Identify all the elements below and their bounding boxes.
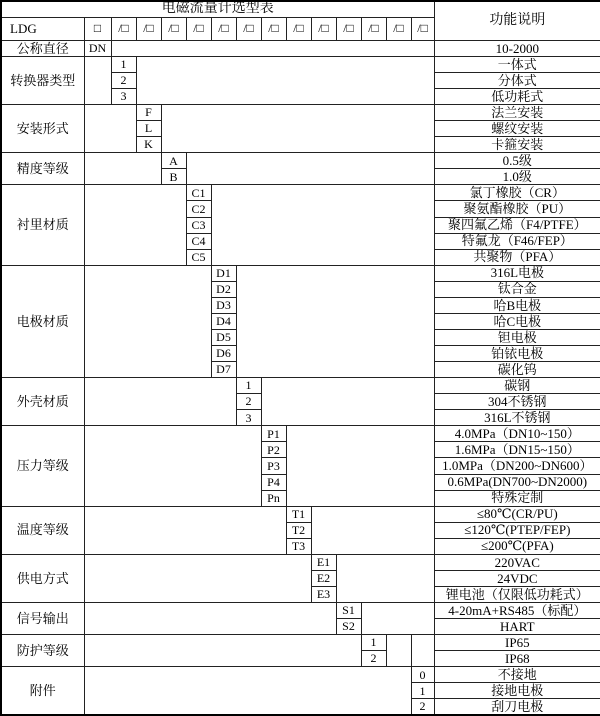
function-cell: 钽电极	[434, 329, 600, 345]
table-row	[1, 426, 600, 442]
function-cell: 卡箍安装	[434, 137, 600, 153]
filler-cell	[411, 635, 434, 667]
function-cell: 哈B电极	[434, 297, 600, 313]
function-cell: 不接地	[434, 667, 600, 683]
function-cell: 220VAC	[434, 554, 600, 570]
code-cell: C1	[186, 185, 211, 201]
model-code-slot: /□	[361, 17, 386, 40]
function-cell: 共聚物（PFA）	[434, 249, 600, 265]
function-cell: 锂电池（仅限低功耗式）	[434, 586, 600, 602]
model-code-slot: /□	[336, 17, 361, 40]
function-column-header: 功能说明	[434, 1, 600, 40]
function-cell: 1.6MPa（DN15~150）	[434, 442, 600, 458]
table-row	[1, 635, 600, 651]
code-cell: K	[136, 137, 161, 153]
section-label: 信号输出	[1, 603, 84, 635]
filler-cell	[84, 635, 361, 667]
function-cell: 304不锈钢	[434, 394, 600, 410]
function-cell: 4-20mA+RS485（标配）	[434, 603, 600, 619]
code-cell: P4	[261, 474, 286, 490]
filler-cell	[261, 378, 434, 426]
code-cell: T2	[286, 522, 311, 538]
code-cell: A	[161, 153, 186, 169]
function-cell: HART	[434, 619, 600, 635]
section-label: 附件	[1, 667, 84, 715]
filler-cell	[361, 603, 434, 635]
code-cell: D1	[211, 265, 236, 281]
filler-cell	[236, 265, 434, 377]
code-cell: C4	[186, 233, 211, 249]
section-label: 安装形式	[1, 105, 84, 153]
filler-cell	[84, 153, 161, 185]
code-cell: 1	[236, 378, 261, 394]
model-code-slot: /□	[311, 17, 336, 40]
section-label: 外壳材质	[1, 378, 84, 426]
model-dn-slot: □	[84, 17, 111, 40]
function-cell: 一体式	[434, 56, 600, 72]
code-cell: 3	[111, 89, 136, 105]
function-cell: 低功耗式	[434, 89, 600, 105]
model-code-slot: /□	[136, 17, 161, 40]
function-cell: IP68	[434, 651, 600, 667]
code-cell: L	[136, 121, 161, 137]
function-cell: 0.6MPa(DN700~DN2000)	[434, 474, 600, 490]
function-cell: 316L不锈钢	[434, 410, 600, 426]
code-cell: 1	[111, 56, 136, 72]
function-cell: 4.0MPa（DN10~150）	[434, 426, 600, 442]
filler-cell	[336, 554, 434, 602]
code-cell: 1	[411, 683, 434, 699]
page-title: 电磁流量计选型表	[1, 1, 434, 17]
code-cell: C5	[186, 249, 211, 265]
code-cell: D4	[211, 313, 236, 329]
code-cell: T3	[286, 538, 311, 554]
code-cell: F	[136, 105, 161, 121]
code-cell: 2	[236, 394, 261, 410]
code-cell: P3	[261, 458, 286, 474]
filler-cell	[84, 426, 261, 506]
code-cell: T1	[286, 506, 311, 522]
filler-cell	[111, 40, 434, 56]
section-label: 衬里材质	[1, 185, 84, 265]
function-cell: 氯丁橡胶（CR）	[434, 185, 600, 201]
filler-cell	[311, 506, 434, 554]
model-code-slot: /□	[111, 17, 136, 40]
function-cell: ≤120℃(PTEP/FEP)	[434, 522, 600, 538]
filler-cell	[84, 105, 136, 153]
code-cell: 3	[236, 410, 261, 426]
model-code-slot: /□	[161, 17, 186, 40]
code-cell: Pn	[261, 490, 286, 506]
filler-cell	[286, 426, 434, 506]
function-cell: 0.5级	[434, 153, 600, 169]
section-label: 转换器类型	[1, 56, 84, 104]
function-cell: 接地电极	[434, 683, 600, 699]
function-cell: 特氟龙（F46/FEP）	[434, 233, 600, 249]
function-cell: 法兰安装	[434, 105, 600, 121]
section-label: 压力等级	[1, 426, 84, 506]
function-cell: 刮刀电极	[434, 699, 600, 715]
code-cell: P2	[261, 442, 286, 458]
filler-cell	[211, 185, 434, 265]
code-cell: 1	[361, 635, 386, 651]
filler-cell	[136, 56, 434, 104]
model-code-slot: /□	[261, 17, 286, 40]
filler-cell	[84, 603, 336, 635]
table-row	[1, 554, 600, 570]
code-cell: 2	[111, 72, 136, 88]
code-cell: E3	[311, 586, 336, 602]
filler-cell	[386, 635, 411, 667]
filler-cell	[84, 554, 311, 602]
function-cell: 分体式	[434, 72, 600, 88]
section-label: 防护等级	[1, 635, 84, 667]
filler-cell	[161, 105, 434, 153]
code-cell: E1	[311, 554, 336, 570]
table-row	[1, 506, 600, 522]
section-label: 电极材质	[1, 265, 84, 377]
filler-cell	[186, 153, 434, 185]
section-label: 供电方式	[1, 554, 84, 602]
model-code-slot: /□	[386, 17, 411, 40]
code-cell: S1	[336, 603, 361, 619]
table-row	[1, 378, 600, 394]
filler-cell	[84, 506, 286, 554]
model-code-slot: /□	[211, 17, 236, 40]
section-label: 公称直径	[1, 40, 84, 56]
function-cell: 316L电极	[434, 265, 600, 281]
function-cell: 24VDC	[434, 570, 600, 586]
table-row	[1, 153, 600, 169]
function-cell: 10-2000	[434, 40, 600, 56]
title-row	[1, 1, 600, 17]
model-code-slot: /□	[286, 17, 311, 40]
function-cell: 聚四氟乙烯（F4/PTFE）	[434, 217, 600, 233]
table-row	[1, 40, 600, 56]
code-cell: B	[161, 169, 186, 185]
code-cell: S2	[336, 619, 361, 635]
code-cell: D7	[211, 362, 236, 378]
function-cell: 聚氨酯橡胶（PU）	[434, 201, 600, 217]
code-cell: 2	[411, 699, 434, 715]
table-row	[1, 603, 600, 619]
code-cell: DN	[84, 40, 111, 56]
function-cell: 1.0MPa（DN200~DN600）	[434, 458, 600, 474]
code-cell: D2	[211, 281, 236, 297]
code-cell: D3	[211, 297, 236, 313]
model-code-slot: /□	[411, 17, 434, 40]
code-cell: D6	[211, 346, 236, 362]
code-cell: C3	[186, 217, 211, 233]
function-cell: ≤80℃(CR/PU)	[434, 506, 600, 522]
section-label: 温度等级	[1, 506, 84, 554]
filler-cell	[84, 667, 411, 715]
code-cell: P1	[261, 426, 286, 442]
code-cell: 0	[411, 667, 434, 683]
function-cell: 螺纹安装	[434, 121, 600, 137]
table-row	[1, 185, 600, 201]
table-row	[1, 105, 600, 121]
code-cell: 2	[361, 651, 386, 667]
model-code-slot: /□	[236, 17, 261, 40]
function-cell: ≤200℃(PFA)	[434, 538, 600, 554]
filler-cell	[84, 265, 211, 377]
function-cell: 碳化钨	[434, 362, 600, 378]
code-cell: C2	[186, 201, 211, 217]
filler-cell	[84, 185, 186, 265]
section-label: 精度等级	[1, 153, 84, 185]
function-cell: 哈C电极	[434, 313, 600, 329]
function-cell: 1.0级	[434, 169, 600, 185]
filler-cell	[84, 56, 111, 104]
function-cell: 特殊定制	[434, 490, 600, 506]
model-prefix: LDG	[1, 17, 84, 40]
function-cell: 铂铱电极	[434, 346, 600, 362]
table-row	[1, 265, 600, 281]
function-cell: IP65	[434, 635, 600, 651]
table-row	[1, 667, 600, 683]
function-cell: 碳钢	[434, 378, 600, 394]
function-cell: 钛合金	[434, 281, 600, 297]
code-cell: E2	[311, 570, 336, 586]
filler-cell	[84, 378, 236, 426]
model-code-slot: /□	[186, 17, 211, 40]
table-row	[1, 56, 600, 72]
code-cell: D5	[211, 329, 236, 345]
